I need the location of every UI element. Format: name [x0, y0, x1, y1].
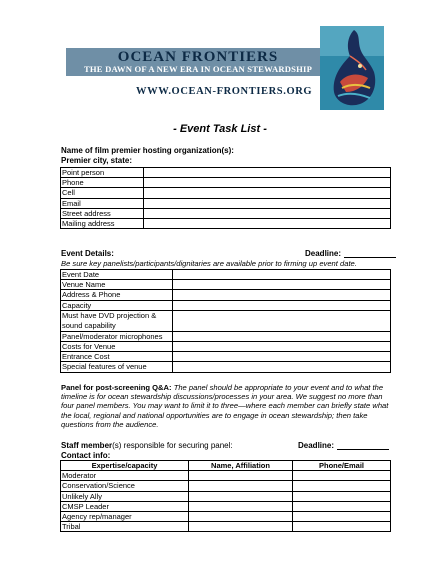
row-label: Address & Phone — [61, 290, 173, 300]
deadline-blank[interactable] — [344, 249, 396, 258]
table-row — [61, 300, 391, 310]
row-label: Panel/moderator microphones — [61, 331, 173, 341]
row-label: Conservation/Science — [61, 481, 189, 491]
input-cell[interactable] — [293, 522, 391, 532]
input-cell[interactable] — [144, 208, 391, 218]
input-cell[interactable] — [144, 168, 391, 178]
row-label: Event Date — [61, 270, 173, 280]
header-banner — [66, 48, 330, 76]
row-label: Venue Name — [61, 280, 173, 290]
table-row — [61, 280, 391, 290]
row-label: Moderator — [61, 471, 189, 481]
row-label: Cell — [61, 188, 144, 198]
deadline-label: Deadline: — [298, 441, 335, 450]
input-cell[interactable] — [293, 511, 391, 521]
input-cell[interactable] — [144, 178, 391, 188]
banner-title: OCEAN FRONTIERS — [117, 49, 279, 65]
row-label: Agency rep/manager — [61, 511, 189, 521]
row-label — [61, 310, 173, 331]
table-row — [61, 218, 391, 228]
org-name-label: Name of film premier hosting organization(s): — [61, 146, 234, 155]
table-row — [61, 471, 391, 481]
table-row — [61, 352, 391, 362]
row-label: Entrance Cost — [61, 352, 173, 362]
input-cell[interactable] — [173, 280, 391, 290]
row-label: Email — [61, 198, 144, 208]
input-cell[interactable] — [144, 198, 391, 208]
table-row — [61, 511, 391, 521]
row-label: Point person — [61, 168, 144, 178]
event-note: Be sure key panelists/participants/dignitaries are available prior to firming up event date. — [61, 259, 357, 268]
input-cell[interactable] — [144, 218, 391, 228]
column-header: Name, Affiliation — [189, 461, 293, 471]
event-deadline — [305, 249, 396, 258]
input-cell[interactable] — [189, 501, 293, 511]
input-cell[interactable] — [173, 352, 391, 362]
table-row — [61, 501, 391, 511]
row-label: Capacity — [61, 300, 173, 310]
whale-logo-icon — [320, 26, 384, 110]
table-row — [61, 208, 391, 218]
row-label: Phone — [61, 178, 144, 188]
input-cell[interactable] — [173, 290, 391, 300]
panel-deadline — [298, 441, 389, 450]
table-row — [61, 331, 391, 341]
table-row — [61, 178, 391, 188]
table-row — [61, 310, 391, 331]
panel-text: The panel should be appropriate to your event and to what the timeline is for ocean stewardship discussions/processes in your area. We suggest no more than four panel members. You may want to limit it to three—where each member can briefly state what the local, regional and national opportunities are to engage in ocean stewardship; then take questions from the audience. — [61, 383, 389, 429]
table-row — [61, 481, 391, 491]
table-header-row — [61, 461, 391, 471]
input-cell[interactable] — [144, 188, 391, 198]
input-cell[interactable] — [173, 341, 391, 351]
table-row — [61, 290, 391, 300]
table-row — [61, 168, 391, 178]
contact-info-label: Contact info: — [61, 451, 111, 460]
city-state-label: Premier city, state: — [61, 156, 132, 165]
table-row — [61, 362, 391, 372]
input-cell[interactable] — [189, 471, 293, 481]
table-row — [61, 270, 391, 280]
deadline-label: Deadline: — [305, 249, 342, 258]
document-title: - Event Task List - — [173, 123, 267, 135]
event-details-table — [60, 269, 391, 373]
deadline-blank[interactable] — [337, 441, 389, 450]
contact-table — [60, 167, 391, 229]
row-label: Costs for Venue — [61, 341, 173, 351]
input-cell[interactable] — [189, 522, 293, 532]
row-label-line: Must have DVD projection & — [62, 311, 157, 321]
input-cell[interactable] — [173, 270, 391, 280]
input-cell[interactable] — [293, 491, 391, 501]
row-label: Special features of venue — [61, 362, 173, 372]
input-cell[interactable] — [293, 501, 391, 511]
input-cell[interactable] — [173, 362, 391, 372]
input-cell[interactable] — [293, 471, 391, 481]
input-cell[interactable] — [189, 491, 293, 501]
table-row — [61, 522, 391, 532]
panel-label: Panel for post-screening Q&A: — [61, 383, 172, 392]
input-cell[interactable] — [293, 481, 391, 491]
staff-line — [61, 441, 233, 450]
row-label: Street address — [61, 208, 144, 218]
input-cell[interactable] — [189, 511, 293, 521]
table-row — [61, 188, 391, 198]
row-label: Tribal — [61, 522, 189, 532]
staff-label: Staff member — [61, 441, 113, 450]
column-header: Expertise/capacity — [61, 461, 189, 471]
staff-label-rest: (s) responsible for securing panel: — [112, 441, 233, 450]
input-cell[interactable] — [189, 481, 293, 491]
input-cell[interactable] — [173, 310, 391, 331]
website-url: WWW.OCEAN-FRONTIERS.ORG — [136, 86, 313, 97]
input-cell[interactable] — [173, 300, 391, 310]
column-header: Phone/Email — [293, 461, 391, 471]
table-row — [61, 491, 391, 501]
panel-contact-table — [60, 460, 391, 532]
row-label: CMSP Leader — [61, 501, 189, 511]
row-label-line: sound capability — [62, 320, 116, 330]
row-label: Mailing address — [61, 218, 144, 228]
table-row — [61, 198, 391, 208]
banner-subtitle: THE DAWN OF A NEW ERA IN OCEAN STEWARDSHIP — [83, 64, 313, 74]
input-cell[interactable] — [173, 331, 391, 341]
event-details-label: Event Details: — [61, 249, 114, 258]
row-label: Unlikely Ally — [61, 491, 189, 501]
panel-paragraph — [61, 383, 391, 429]
table-row — [61, 341, 391, 351]
